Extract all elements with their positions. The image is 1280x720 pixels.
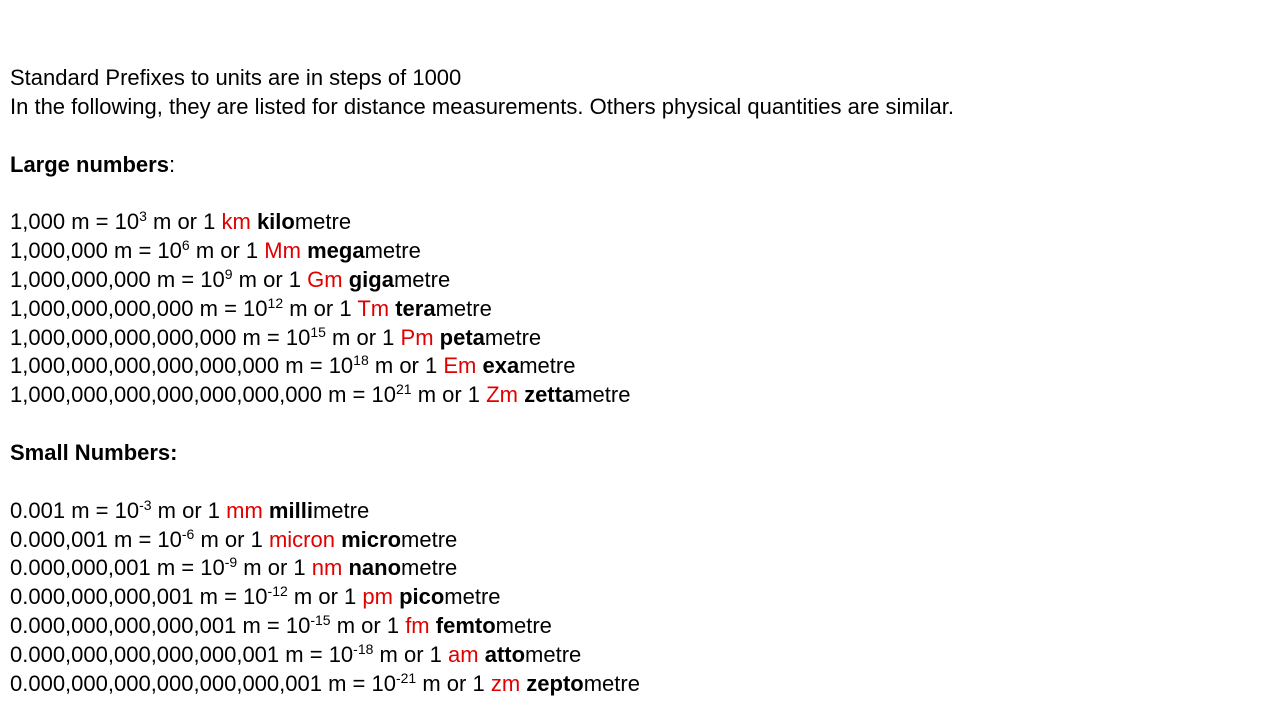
or-one: m or 1 [374,353,438,379]
large-heading-text: Large numbers [10,151,169,177]
prefix-name: femto [435,613,496,639]
prefix-name: peta [439,324,485,350]
unit-m: m [328,382,347,408]
metre-suffix: metre [519,353,576,379]
exponent: 21 [395,381,412,398]
exponent: 18 [353,352,369,369]
or-one: m or 1 [157,497,221,523]
prefix-row [10,612,954,641]
exponent: -18 [353,640,374,657]
number-value: 0.000,000,000,001 [10,584,194,610]
large-numbers-list [10,208,954,410]
number-value: 0.000,000,000,000,001 [10,613,237,639]
unit-m: m [114,526,133,552]
equals-ten: = 10 [138,238,182,264]
exponent: 6 [181,237,190,254]
prefix-name: exa [482,353,520,379]
or-one: m or 1 [293,584,357,610]
equals-ten: = 10 [266,613,311,639]
number-value: 0.001 [10,497,66,523]
prefix-name: nano [348,555,402,581]
prefix-row [10,266,954,295]
spacer [10,468,954,497]
number-value: 0.000,000,001 [10,555,151,581]
exponent: 12 [267,294,284,311]
large-numbers-heading [10,151,954,180]
spacer [10,410,954,439]
equals-ten: = 10 [181,555,225,581]
equals-ten: = 10 [224,584,268,610]
small-numbers-heading: Small Numbers: [10,439,178,465]
metre-suffix: metre [435,295,492,321]
metre-suffix: metre [484,324,542,350]
unit-m: m [71,497,90,523]
or-one: m or 1 [332,324,395,350]
or-one: m or 1 [379,641,442,667]
prefix-name: milli [268,497,313,523]
unit-symbol: fm [405,613,430,639]
or-one: m or 1 [243,555,306,581]
number-value: 0.000,001 [10,526,108,552]
exponent: -15 [310,612,331,629]
unit-symbol: Mm [264,238,301,264]
metre-suffix: metre [525,641,582,667]
number-value: 1,000,000,000,000,000,000,000 [10,382,322,408]
number-value: 1,000,000,000,000,000,000 [10,353,280,379]
prefix-row [10,670,954,699]
metre-suffix: metre [401,526,458,552]
number-value: 1,000,000,000,000,000 [10,324,237,350]
metre-suffix: metre [574,382,631,408]
prefix-row [10,295,954,324]
metre-suffix: metre [401,555,458,581]
unit-symbol: nm [311,555,343,581]
prefix-name: kilo [256,209,295,235]
equals-ten: = 10 [352,382,396,408]
metre-suffix: metre [444,584,501,610]
prefix-name: zetta [524,382,575,408]
spacer [10,179,954,208]
number-value: 1,000,000 [10,238,108,264]
equals-ten: = 10 [181,266,225,292]
prefix-name: zepto [526,670,584,696]
unit-symbol: Em [443,353,477,379]
exponent: 9 [224,265,233,282]
number-value: 1,000,000,000,000 [10,295,194,321]
unit-symbol: mm [226,497,263,523]
unit-symbol: Gm [307,266,343,292]
or-one: m or 1 [289,295,352,321]
prefix-name: tera [395,295,436,321]
equals-ten: = 10 [309,353,354,379]
equals-ten: = 10 [266,324,311,350]
prefix-name: atto [484,641,526,667]
exponent: 3 [139,208,147,225]
or-one: m or 1 [417,382,481,408]
unit-symbol: zm [490,670,521,696]
or-one: m or 1 [200,526,263,552]
or-one: m or 1 [336,613,400,639]
number-value: 0.000,000,000,000,000,001 [10,641,280,667]
unit-m: m [114,238,133,264]
unit-symbol: Tm [357,295,390,321]
unit-symbol: km [221,209,251,235]
prefix-row [10,324,954,353]
prefix-row [10,641,954,670]
unit-m: m [285,641,304,667]
exponent: -3 [139,496,152,513]
or-one: m or 1 [422,670,485,696]
equals-ten: = 10 [95,497,140,523]
spacer [10,122,954,151]
prefix-row [10,526,954,555]
or-one: m or 1 [153,209,216,235]
metre-suffix: metre [364,238,421,264]
unit-m: m [156,555,176,581]
unit-symbol: pm [362,584,393,610]
metre-suffix: metre [393,266,451,292]
metre-suffix: metre [294,209,352,235]
or-one: m or 1 [195,238,259,264]
equals-ten: = 10 [224,295,268,321]
slide-content [10,64,954,699]
exponent: 15 [310,323,326,340]
unit-m: m [199,295,218,321]
exponent: -9 [224,554,238,571]
metre-suffix: metre [583,670,640,696]
equals-ten: = 10 [352,670,396,696]
prefix-name: giga [348,266,394,292]
number-value: 1,000 [10,209,66,235]
unit-m: m [199,584,218,610]
intro-line-2: In the following, they are listed for distance measurements. Others physical quantities are similar. [10,93,955,119]
unit-symbol: micron [268,526,335,552]
unit-m: m [156,266,176,292]
prefix-row [10,583,954,612]
unit-m: m [328,670,347,696]
equals-ten: = 10 [138,526,182,552]
unit-m: m [242,613,261,639]
prefix-name: mega [307,238,365,264]
equals-ten: = 10 [309,641,354,667]
unit-symbol: Pm [400,324,434,350]
exponent: -6 [181,525,195,542]
number-value: 1,000,000,000 [10,266,151,292]
number-value: 0.000,000,000,000,000,000,001 [10,670,322,696]
prefix-row [10,554,954,583]
prefix-row [10,381,954,410]
prefix-row [10,208,954,237]
equals-ten: = 10 [95,209,140,235]
intro-line-1: Standard Prefixes to units are in steps of 1000 [10,65,462,90]
unit-symbol: Zm [486,382,518,408]
metre-suffix: metre [312,497,370,523]
unit-m: m [71,209,90,235]
large-heading-colon: : [168,151,176,177]
or-one: m or 1 [238,266,301,292]
prefix-row [10,352,954,381]
unit-m: m [285,353,304,379]
prefix-row [10,237,954,266]
prefix-name: micro [341,526,402,552]
prefix-row [10,497,954,526]
small-numbers-list [10,497,954,699]
metre-suffix: metre [495,613,552,639]
unit-symbol: am [448,641,479,667]
unit-m: m [242,324,261,350]
exponent: -12 [267,583,288,600]
exponent: -21 [395,669,417,686]
prefix-name: pico [399,584,445,610]
